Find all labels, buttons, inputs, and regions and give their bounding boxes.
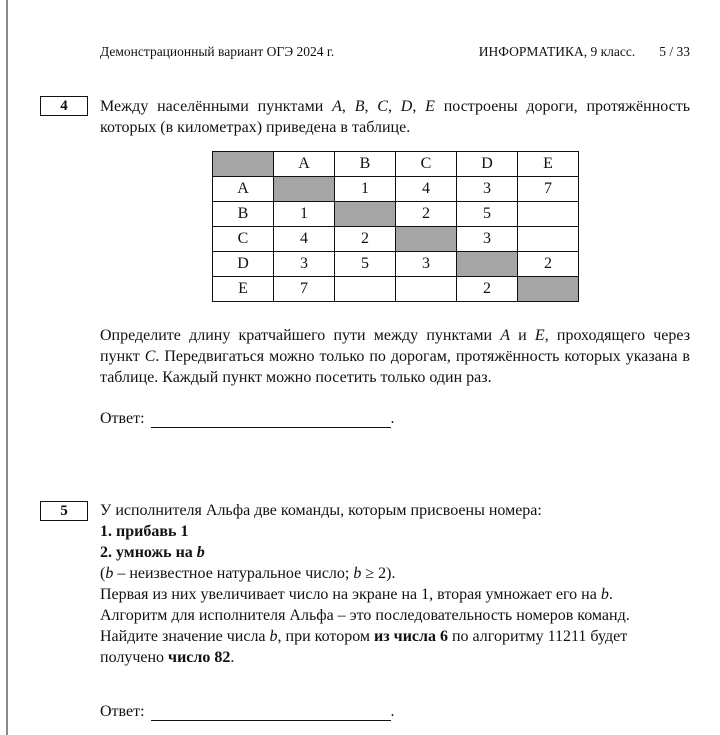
table-header-row	[213, 152, 579, 177]
table-row	[213, 252, 579, 277]
task-4-intro-text: Между населёнными пунктами	[100, 98, 333, 115]
table-cell: 5	[457, 202, 518, 227]
table-corner-cell	[213, 152, 274, 177]
point-label: A	[332, 98, 342, 115]
table-header-cell: E	[518, 152, 579, 177]
distance-table	[212, 151, 579, 302]
table-cell: 3	[457, 177, 518, 202]
task-4-intro-text-end: построены дороги, протяжённость которых (в километрах) приведена в таблице.	[100, 98, 691, 136]
task-5-para2: Алгоритм для исполнителя Альфа – это последовательность номеров команд.	[100, 607, 630, 624]
task-5-line1: У исполнителя Альфа две команды, которым присвоены номера:	[100, 502, 542, 519]
table-row	[213, 202, 579, 227]
task-5-note: (b – неизвестное натуральное число; b ≥ 2).	[100, 565, 396, 582]
task-4-question	[100, 325, 690, 388]
table-row-header: E	[213, 277, 274, 302]
table-cell	[518, 202, 579, 227]
answer-blank-line[interactable]	[151, 411, 391, 428]
table-header-cell: B	[335, 152, 396, 177]
table-cell-diagonal	[274, 177, 335, 202]
table-row	[213, 277, 579, 302]
point-label: A	[500, 327, 510, 344]
header-page-number: 5 / 33	[659, 44, 690, 59]
task-4-intro: Между населёнными пунктами A, B, C, D, E построены дороги, протяжённость которых (в километрах) приведена в таблице.	[100, 98, 691, 136]
table-cell-diagonal	[518, 277, 579, 302]
answer-blank-line[interactable]	[151, 704, 391, 721]
table-row	[213, 177, 579, 202]
question-text: . Передвигаться можно только по дорогам, протяжённость которых указана в таблице. Каждый пункт можно посетить только один раз.	[100, 348, 690, 386]
answer-label: Ответ:	[100, 703, 145, 720]
table-cell-diagonal	[457, 252, 518, 277]
command-2: 2. умножь на b	[100, 544, 205, 561]
table-cell: 3	[457, 227, 518, 252]
table-cell: 2	[457, 277, 518, 302]
task-5-para3: Найдите значение числа b, при котором из числа 6 по алгоритму 11211 будет получено число 82.	[100, 628, 628, 666]
table-row	[213, 227, 579, 252]
table-header-cell: C	[396, 152, 457, 177]
table-cell: 4	[396, 177, 457, 202]
table-row-header: C	[213, 227, 274, 252]
table-cell	[518, 227, 579, 252]
table-row-header: B	[213, 202, 274, 227]
table-cell	[396, 277, 457, 302]
point-label: C	[377, 98, 388, 115]
point-label: C	[144, 348, 156, 365]
table-cell: 2	[396, 202, 457, 227]
point-label: E	[534, 327, 545, 344]
table-cell: 2	[518, 252, 579, 277]
page-edge-line	[6, 0, 8, 735]
task-5-answer	[100, 703, 395, 721]
table-row-header: D	[213, 252, 274, 277]
question-text: , проходящего через пункт	[100, 327, 691, 365]
table-cell: 1	[335, 177, 396, 202]
table-cell: 7	[274, 277, 335, 302]
header-exam-title: Демонстрационный вариант ОГЭ 2024 г.	[100, 44, 335, 59]
table-header-cell: D	[457, 152, 518, 177]
question-text: Определите длину кратчайшего пути между пунктами	[100, 327, 501, 344]
table-header-cell: A	[274, 152, 335, 177]
point-label: E	[425, 98, 435, 115]
page-header	[100, 44, 690, 60]
table-cell-diagonal	[335, 202, 396, 227]
command-1: 1. прибавь 1	[100, 523, 189, 540]
point-label: D	[400, 98, 413, 115]
question-text: и	[509, 327, 535, 344]
table-cell: 7	[518, 177, 579, 202]
task-5-para1: Первая из них увеличивает число на экране на 1, вторая умножает его на b.	[100, 586, 613, 603]
table-cell	[335, 277, 396, 302]
table-cell-diagonal	[396, 227, 457, 252]
table-cell: 2	[335, 227, 396, 252]
table-cell: 4	[274, 227, 335, 252]
table-row-header: A	[213, 177, 274, 202]
answer-label: Ответ:	[100, 410, 145, 427]
task-5-body	[100, 500, 690, 668]
task-5-number-box: 5	[40, 501, 88, 521]
answer-period: .	[390, 410, 395, 427]
header-subject: ИНФОРМАТИКА, 9 класс.	[478, 44, 636, 59]
table-cell: 3	[396, 252, 457, 277]
task-4-number-box: 4	[40, 96, 88, 116]
task-4-answer	[100, 410, 395, 428]
table-cell: 1	[274, 202, 335, 227]
point-label: B	[354, 98, 365, 115]
answer-period: .	[390, 703, 395, 720]
table-cell: 5	[335, 252, 396, 277]
table-cell: 3	[274, 252, 335, 277]
